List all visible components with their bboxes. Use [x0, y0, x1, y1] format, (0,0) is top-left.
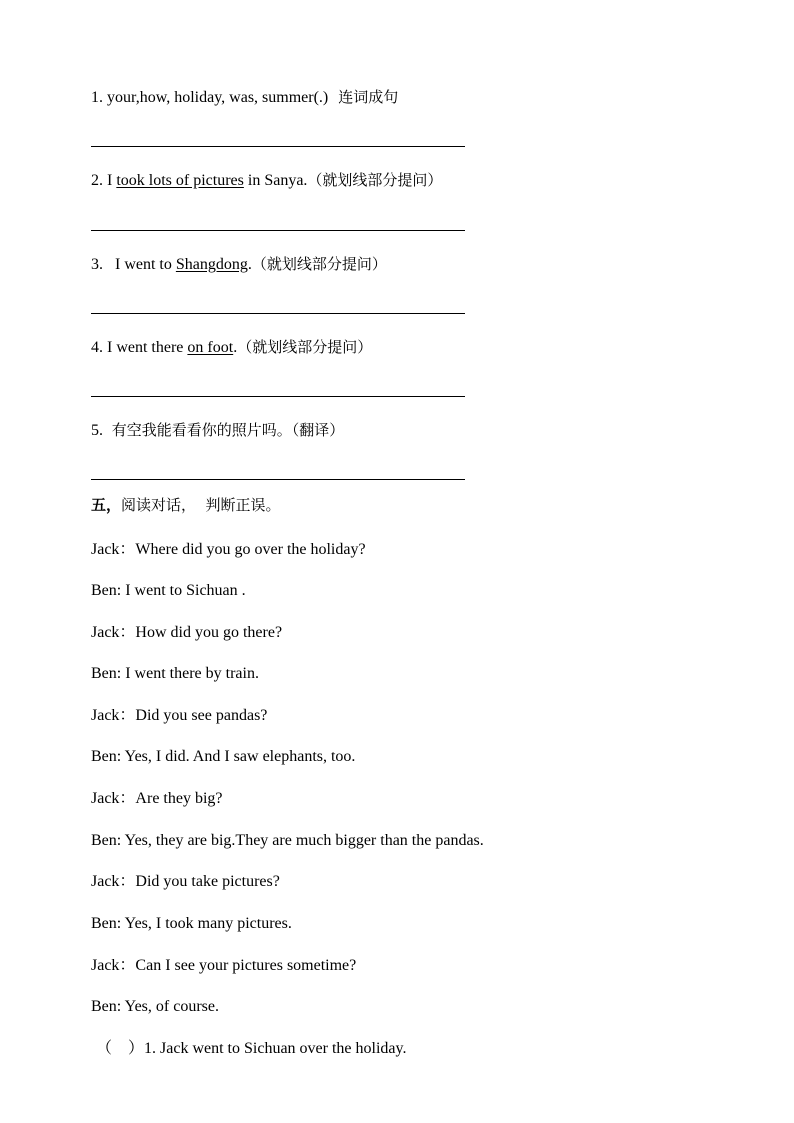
- dialogue-line: Jack：How did you go there?: [91, 624, 283, 641]
- dialogue-line: Jack：Where did you go over the holiday?: [91, 541, 366, 558]
- question-2: [91, 170, 442, 191]
- question-translation-text: 有空我能看看你的照片吗。（翻译）: [107, 421, 345, 439]
- dialogue-line: Ben: I went to Sichuan .: [91, 582, 246, 599]
- question-number: 5.: [91, 422, 103, 439]
- question-number: 4.: [91, 339, 103, 356]
- dialogue-line: Jack：Can I see your pictures sometime?: [91, 957, 357, 974]
- section-heading: [91, 495, 281, 515]
- question-text-pre: I: [107, 172, 117, 189]
- underlined-phrase: Shangdong: [175, 256, 248, 273]
- dialogue-line: Ben: Yes, they are big.They are much bigger than the pandas.: [91, 832, 484, 849]
- question-text-post: .: [247, 256, 252, 273]
- dialogue-line: Jack：Did you see pandas?: [91, 707, 268, 724]
- answer-line-1[interactable]: [91, 146, 465, 147]
- dialogue-line: Ben: Yes, I took many pictures.: [91, 915, 292, 932]
- question-5: [91, 420, 344, 441]
- question-instruction: （就划线部分提问）: [237, 338, 373, 356]
- question-3: [91, 254, 387, 275]
- judgement-item-1: [96, 1039, 406, 1059]
- judgement-statement: 1. Jack went to Sichuan over the holiday.: [144, 1040, 407, 1057]
- answer-line-2[interactable]: [91, 230, 465, 231]
- answer-parentheses[interactable]: （ ）: [96, 1040, 145, 1057]
- question-text-pre: I went there: [107, 339, 188, 356]
- question-number: 1.: [91, 89, 103, 106]
- question-number: 3.: [91, 256, 103, 273]
- question-instruction: （就划线部分提问）: [307, 171, 443, 189]
- dialogue-line: Jack：Are they big?: [91, 790, 223, 807]
- question-number: 2.: [91, 172, 103, 189]
- dialogue-line: Ben: Yes, I did. And I saw elephants, too.: [91, 748, 356, 765]
- question-4: [91, 337, 372, 358]
- dialogue-line: Ben: I went there by train.: [91, 665, 259, 682]
- section-number: 五，: [91, 496, 122, 514]
- dialogue-line: Ben: Yes, of course.: [91, 998, 219, 1015]
- underlined-phrase: on foot: [187, 339, 234, 356]
- answer-line-4[interactable]: [91, 396, 465, 397]
- question-text-post: .: [233, 339, 238, 356]
- question-1: [91, 87, 398, 108]
- question-text-pre: I went to: [107, 256, 176, 273]
- answer-line-3[interactable]: [91, 313, 465, 314]
- question-instruction: 连词成句: [338, 88, 399, 106]
- section-title: 阅读对话， 判断正误。: [121, 496, 281, 514]
- dialogue-line: Jack：Did you take pictures?: [91, 873, 280, 890]
- question-words: your,how, holiday, was, summer(.): [107, 89, 329, 106]
- underlined-phrase: took lots of pictures: [116, 172, 244, 189]
- answer-line-5[interactable]: [91, 479, 465, 480]
- question-text-post: in Sanya.: [243, 172, 308, 189]
- question-instruction: （就划线部分提问）: [251, 255, 387, 273]
